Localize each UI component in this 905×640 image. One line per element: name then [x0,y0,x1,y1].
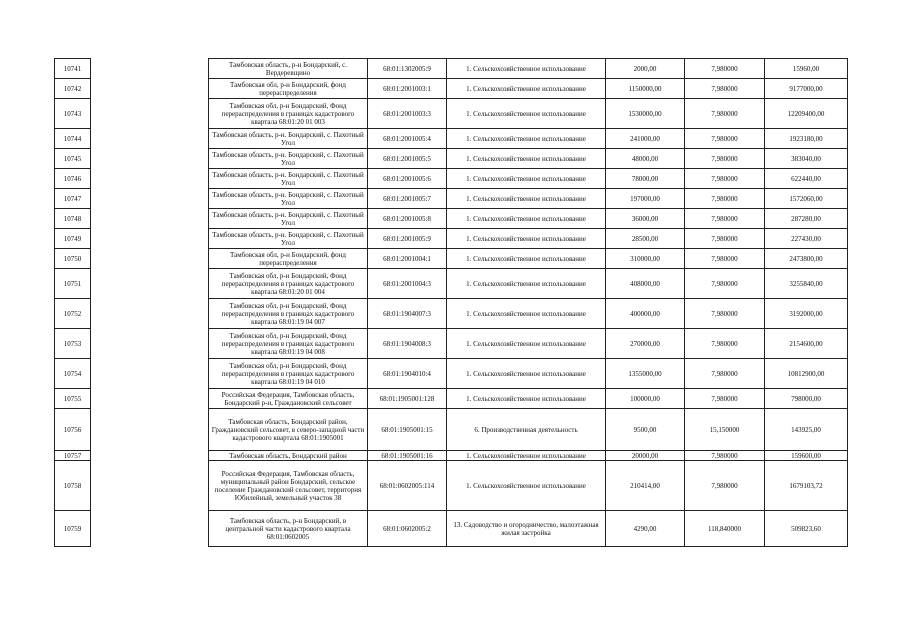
rate-cell: 7,980000 [685,169,765,189]
area-cell: 1355000,00 [606,359,685,389]
cadastral-value-cell: 143925,00 [765,409,848,451]
area-cell: 1530000,00 [606,99,685,129]
rate-cell: 7,980000 [685,209,765,229]
table-row [55,299,848,329]
gap-cell [91,79,209,99]
cadastral-number-cell: 68:01:1905001:128 [368,389,447,409]
area-cell: 20000,00 [606,451,685,461]
address-cell: Тамбовская область, Бондарский район [209,451,368,461]
table-row [55,59,848,79]
row-number-cell: 10748 [55,209,91,229]
area-cell: 197000,00 [606,189,685,209]
cadastral-number-cell: 68:01:2001005:8 [368,209,447,229]
rate-cell: 7,980000 [685,79,765,99]
row-number-cell: 10750 [55,249,91,269]
cadastral-number-cell: 68:01:0602005:2 [368,511,447,547]
rate-cell: 7,980000 [685,189,765,209]
table-row [55,511,848,547]
land-use-cell: 1. Сельскохозяйственное использование [447,189,606,209]
address-cell: Тамбовская обл, р-н Бондарский, Фонд перераспределения в границах кадастрового квартала 68:01:19 04 007 [209,299,368,329]
address-cell: Тамбовская область, р-н. Бондарский, с. Пахотный Угол [209,129,368,149]
area-cell: 210414,00 [606,461,685,511]
row-number-cell: 10747 [55,189,91,209]
address-cell: Тамбовская обл, р-н Бондарский, Фонд перераспределения в границах кадастрового квартала 68:01:19 04 010 [209,359,368,389]
land-use-cell: 1. Сельскохозяйственное использование [447,149,606,169]
rate-cell: 7,980000 [685,149,765,169]
cadastral-number-cell: 68:01:2001003:3 [368,99,447,129]
cadastral-value-cell: 227430,00 [765,229,848,249]
area-cell: 28500,00 [606,229,685,249]
table-row [55,99,848,129]
cadastral-number-cell: 68:01:2001003:1 [368,79,447,99]
cadastral-value-cell: 622440,00 [765,169,848,189]
gap-cell [91,329,209,359]
area-cell: 9500,00 [606,409,685,451]
cadastral-number-cell: 68:01:2001005:4 [368,129,447,149]
address-cell: Тамбовская область, р-н. Бондарский, с. Пахотный Угол [209,229,368,249]
land-use-cell: 1. Сельскохозяйственное использование [447,59,606,79]
gap-cell [91,359,209,389]
cadastral-value-cell: 2154600,00 [765,329,848,359]
table-row [55,269,848,299]
area-cell: 270000,00 [606,329,685,359]
gap-cell [91,389,209,409]
table-row [55,149,848,169]
land-use-cell: 13. Садоводство и огородничество, малоэтажная жилая застройка [447,511,606,547]
rate-cell: 15,150000 [685,409,765,451]
gap-cell [91,129,209,149]
cadastral-number-cell: 68:01:2001005:7 [368,189,447,209]
address-cell: Тамбовская область, р-н. Бондарский, с. Пахотный Угол [209,169,368,189]
address-cell: Тамбовская область, р-н Бондарский, в центральной части кадастрового квартала 68:01:0602005 [209,511,368,547]
cadastral-value-cell: 383040,00 [765,149,848,169]
cadastral-number-cell: 68:01:2001004:3 [368,269,447,299]
land-use-cell: 1. Сельскохозяйственное использование [447,269,606,299]
area-cell: 2000,00 [606,59,685,79]
row-number-cell: 10754 [55,359,91,389]
rate-cell: 7,980000 [685,451,765,461]
cadastral-value-cell: 159600,00 [765,451,848,461]
land-use-cell: 1. Сельскохозяйственное использование [447,461,606,511]
cadastral-value-cell: 1923180,00 [765,129,848,149]
cadastral-value-table [54,58,848,547]
land-use-cell: 1. Сельскохозяйственное использование [447,299,606,329]
cadastral-number-cell: 68:01:0602005:114 [368,461,447,511]
row-number-cell: 10758 [55,461,91,511]
gap-cell [91,461,209,511]
row-number-cell: 10753 [55,329,91,359]
land-use-cell: 1. Сельскохозяйственное использование [447,329,606,359]
address-cell: Тамбовская область, Бондарский район, Граждановский сельсовет, в северо-западной части кадастрового квартала 68:01:1905001 [209,409,368,451]
address-cell: Тамбовская область, р-н Бондарский, с. Вердеревщино [209,59,368,79]
table-row [55,249,848,269]
cadastral-number-cell: 68:01:2001004:1 [368,249,447,269]
cadastral-number-cell: 68:01:1302005:9 [368,59,447,79]
table-row [55,129,848,149]
row-number-cell: 10755 [55,389,91,409]
row-number-cell: 10752 [55,299,91,329]
rate-cell: 7,980000 [685,269,765,299]
gap-cell [91,149,209,169]
area-cell: 36000,00 [606,209,685,229]
land-use-cell: 1. Сельскохозяйственное использование [447,129,606,149]
row-number-cell: 10759 [55,511,91,547]
land-use-cell: 1. Сельскохозяйственное использование [447,209,606,229]
gap-cell [91,189,209,209]
area-cell: 310000,00 [606,249,685,269]
area-cell: 241000,00 [606,129,685,149]
address-cell: Тамбовская обл, р-н Бондарский, Фонд перераспределения в границах кадастрового квартала 68:01:20 01 003 [209,99,368,129]
cadastral-value-cell: 12209400,00 [765,99,848,129]
rate-cell: 7,980000 [685,59,765,79]
gap-cell [91,511,209,547]
address-cell: Тамбовская область, р-н. Бондарский, с. Пахотный Угол [209,209,368,229]
cadastral-number-cell: 68:01:1904010:4 [368,359,447,389]
table-row [55,189,848,209]
gap-cell [91,99,209,129]
row-number-cell: 10741 [55,59,91,79]
table-row [55,209,848,229]
table-row [55,461,848,511]
cadastral-number-cell: 68:01:1904008:3 [368,329,447,359]
area-cell: 408000,00 [606,269,685,299]
cadastral-value-cell: 798000,00 [765,389,848,409]
rate-cell: 7,980000 [685,129,765,149]
cadastral-value-cell: 15960,00 [765,59,848,79]
table-row [55,409,848,451]
row-number-cell: 10744 [55,129,91,149]
table-row [55,329,848,359]
cadastral-value-cell: 9177000,00 [765,79,848,99]
land-use-cell: 1. Сельскохозяйственное использование [447,451,606,461]
area-cell: 48000,00 [606,149,685,169]
address-cell: Российская Федерация, Тамбовская область, муниципальный район Бондарский, сельское поселение Граждановский сельсовет, территория Юбилейный, земельный участок 38 [209,461,368,511]
land-use-cell: 1. Сельскохозяйственное использование [447,99,606,129]
cadastral-number-cell: 68:01:1905001:15 [368,409,447,451]
row-number-cell: 10746 [55,169,91,189]
address-cell: Тамбовская обл, р-н Бондарский, фонд перераспределения [209,249,368,269]
cadastral-number-cell: 68:01:1905001:16 [368,451,447,461]
gap-cell [91,409,209,451]
row-number-cell: 10742 [55,79,91,99]
gap-cell [91,249,209,269]
table-row [55,229,848,249]
gap-cell [91,269,209,299]
table-row [55,79,848,99]
land-use-cell: 1. Сельскохозяйственное использование [447,79,606,99]
rate-cell: 7,980000 [685,461,765,511]
land-use-cell: 6. Производственная деятельность [447,409,606,451]
cadastral-number-cell: 68:01:2001005:5 [368,149,447,169]
row-number-cell: 10756 [55,409,91,451]
area-cell: 78000,00 [606,169,685,189]
gap-cell [91,209,209,229]
cadastral-value-cell: 3255840,00 [765,269,848,299]
table-row [55,359,848,389]
gap-cell [91,299,209,329]
address-cell: Тамбовская обл, р-н Бондарский, Фонд перераспределения в границах кадастрового квартала 68:01:19 04 008 [209,329,368,359]
cadastral-value-cell: 2473800,00 [765,249,848,269]
cadastral-value-cell: 3192000,00 [765,299,848,329]
cadastral-number-cell: 68:01:1904007:3 [368,299,447,329]
table-row [55,389,848,409]
gap-cell [91,169,209,189]
area-cell: 4290,00 [606,511,685,547]
row-number-cell: 10745 [55,149,91,169]
gap-cell [91,451,209,461]
land-use-cell: 1. Сельскохозяйственное использование [447,249,606,269]
area-cell: 400000,00 [606,299,685,329]
rate-cell: 7,980000 [685,389,765,409]
gap-cell [91,229,209,249]
rate-cell: 118,840000 [685,511,765,547]
area-cell: 1150000,00 [606,79,685,99]
land-use-cell: 1. Сельскохозяйственное использование [447,359,606,389]
gap-cell [91,59,209,79]
row-number-cell: 10757 [55,451,91,461]
row-number-cell: 10751 [55,269,91,299]
address-cell: Тамбовская область, р-н. Бондарский, с. Пахотный Угол [209,149,368,169]
area-cell: 100000,00 [606,389,685,409]
row-number-cell: 10749 [55,229,91,249]
rate-cell: 7,980000 [685,229,765,249]
address-cell: Тамбовская обл, р-н Бондарский, фонд перераспределения [209,79,368,99]
cadastral-value-cell: 1572060,00 [765,189,848,209]
rate-cell: 7,980000 [685,329,765,359]
table-row [55,451,848,461]
rate-cell: 7,980000 [685,299,765,329]
address-cell: Российская Федерация, Тамбовская область, Бондарский р-н, Граждановский сельсовет [209,389,368,409]
rate-cell: 7,980000 [685,99,765,129]
row-number-cell: 10743 [55,99,91,129]
rate-cell: 7,980000 [685,249,765,269]
cadastral-value-cell: 509823,60 [765,511,848,547]
rate-cell: 7,980000 [685,359,765,389]
land-use-cell: 1. Сельскохозяйственное использование [447,389,606,409]
address-cell: Тамбовская обл, р-н Бондарский, Фонд перераспределения в границах кадастрового квартала 68:01:20 01 004 [209,269,368,299]
cadastral-value-cell: 1679103,72 [765,461,848,511]
cadastral-value-cell: 287280,00 [765,209,848,229]
cadastral-value-cell: 10812900,00 [765,359,848,389]
cadastral-number-cell: 68:01:2001005:9 [368,229,447,249]
cadastral-number-cell: 68:01:2001005:6 [368,169,447,189]
address-cell: Тамбовская область, р-н. Бондарский, с. Пахотный Угол [209,189,368,209]
land-use-cell: 1. Сельскохозяйственное использование [447,229,606,249]
land-use-cell: 1. Сельскохозяйственное использование [447,169,606,189]
table-row [55,169,848,189]
